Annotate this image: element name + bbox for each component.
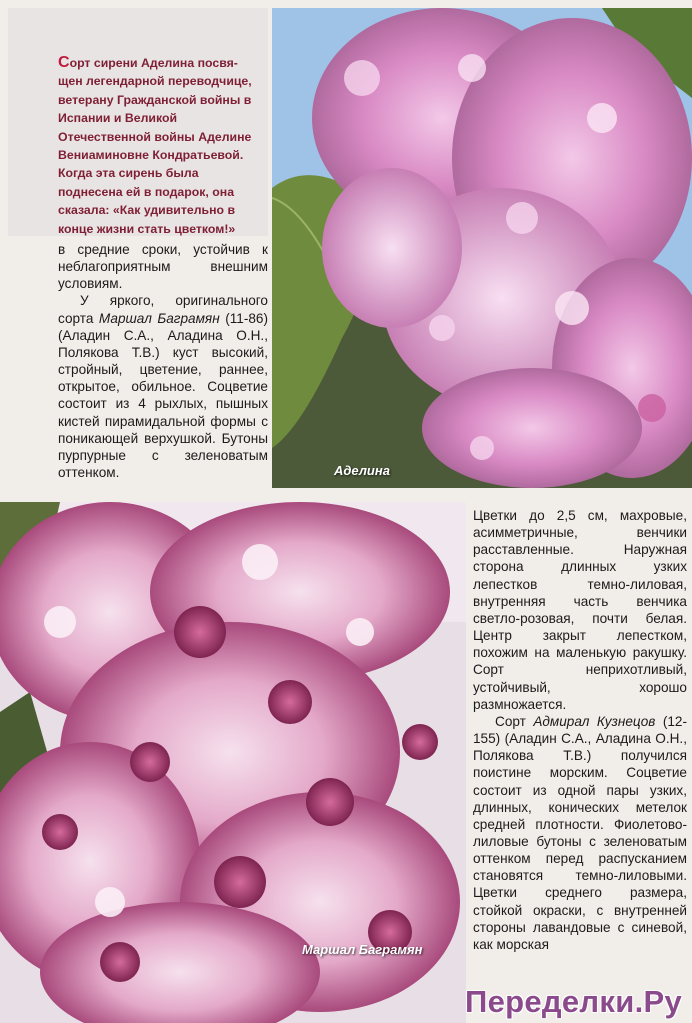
left-p2-start: У яркого, оригинального сорта [58,293,268,326]
dedication-text [58,54,256,238]
right-text-column [473,507,687,953]
dedication-line-2: щен легендарной переводчице, ветерану Гражданской войны в Испании и Великой Отечественной войны Аделине Вениаминовне Кондратьевой. Когда эта сирень была поднесена ей в подарок, она сказала: «Как удивительно в конце жизни стать цветком!» [58,74,252,236]
left-text-column [58,241,268,481]
right-p2-end: (12-155) (Аладин С.А., Аладина О.Н., Полякова Т.В.) получился поистине морским. Соцветие состоит из одной пары узких, длинных, конических метелок средней плотности. Фиолетово-лиловые бутоны с зеленоватым оттенком перед распусканием становятся темно-лиловыми. Цветки среднего размера, стойкой окраски, с внутренней стороны лавандовые с синевой, как морская [473,713,687,952]
variety-name-bagramyan: Маршал Баграмян [98,310,220,326]
right-p2-start: Сорт [495,713,534,729]
site-watermark: Переделки.Ру [464,984,682,1019]
left-p2-end: (11-86) (Аладин С.А., Аладина О.Н., Полякова Т.В.) куст высокий, стройный, цветение, раннее, открытое, обильное. Соцветие состоит из 4 рыхлых, пышных кистей пирамидальной формы с поникающей верхушкой. Бутоны пурпурные с зеленоватым оттенком. [58,310,269,481]
dedication-line-1: орт сирени Аделина посвя- [69,56,238,70]
left-paragraph-1: в средние сроки, устойчив к неблагоприятным внешним условиям. [58,242,268,292]
variety-name-kuznetsov: Адмирал Кузнецов [533,713,656,729]
right-paragraph-1: Цветки до 2,5 см, махровые, асимметричные, венчики расставленные. Наружная сторона длинных узких лепестков темно-лиловая, внутренняя часть венчика светло-розовая, почти белая. Центр закрыт лепестком, похожим на маленькую ракушку. Сорт неприхотливый, устойчивый, хорошо размножается. [473,508,687,712]
dedication-callout [8,8,268,236]
drop-cap: С [58,54,70,71]
right-paragraph-2 [473,713,687,953]
photo-adelina-lilac [272,8,692,488]
caption-adelina: Аделина [334,463,390,478]
left-paragraph-2 [58,292,268,481]
caption-bagramyan: Маршал Баграмян [302,942,423,957]
lilac-photo-graphic [272,8,692,488]
